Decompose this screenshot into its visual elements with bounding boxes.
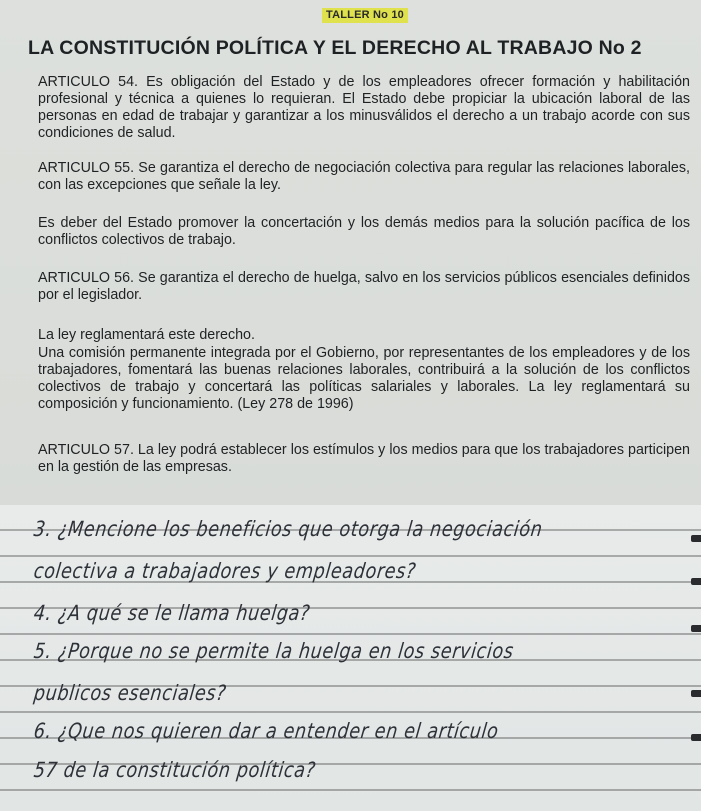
handwritten-notebook-section xyxy=(0,505,701,811)
article-55-paragraph-2: Es deber del Estado promover la concertación y los demás medios para la solución pacífica de los conflictos colectivos de trabajo. xyxy=(38,215,690,248)
handwritten-question-5-line-1: 5. ¿Porque no se permite la huelga en los servicios xyxy=(32,639,516,663)
notebook-edge-mark xyxy=(691,690,701,697)
handwritten-question-5-line-2: publicos esenciales? xyxy=(32,681,228,705)
article-57: ARTICULO 57. La ley podrá establecer los estímulos y los medios para que los trabajadores participen en la gestión de las empresas. xyxy=(38,442,690,475)
handwritten-question-4: 4. ¿A qué se le llama huelga? xyxy=(32,601,312,625)
notebook-edge-mark xyxy=(691,578,701,585)
article-56-paragraph-2: La ley reglamentará este derecho. xyxy=(38,327,255,343)
notebook-edge-mark xyxy=(691,535,701,542)
handwritten-question-6-line-1: 6. ¿Que nos quieren dar a entender en el artículo xyxy=(32,719,500,743)
handwritten-question-6-line-2: 57 de la constitución política? xyxy=(32,758,318,782)
handwritten-question-3-line-2: colectiva a trabajadores y empleadores? xyxy=(32,559,418,583)
taller-label: TALLER No 10 xyxy=(322,8,408,23)
article-54: ARTICULO 54. Es obligación del Estado y de los empleadores ofrecer formación y habilitación profesional y técnica a quienes lo requieran. El Estado debe propiciar la ubicación laboral de las personas en edad de trabajar y garantizar a los minusválidos el derecho a un trabajo acorde con sus condiciones de salud. xyxy=(38,74,690,141)
page-title: LA CONSTITUCIÓN POLÍTICA Y EL DERECHO AL TRABAJO No 2 xyxy=(28,37,642,59)
article-56-paragraph-3: Una comisión permanente integrada por el Gobierno, por representantes de los empleadores y de los trabajadores, fomentará las buenas relaciones laborales, contribuirá a la solución de los conflictos colectivos de trabajo y concertará las políticas salariales y laborales. La ley reglamentará su composición y funcionamiento. (Ley 278 de 1996) xyxy=(38,345,690,412)
handwritten-question-3-line-1: 3. ¿Mencione los beneficios que otorga la negociación xyxy=(32,517,545,541)
article-56: ARTICULO 56. Se garantiza el derecho de huelga, salvo en los servicios públicos esenciales definidos por el legislador. xyxy=(38,270,690,303)
notebook-edge-mark xyxy=(691,734,701,741)
article-55: ARTICULO 55. Se garantiza el derecho de negociación colectiva para regular las relaciones laborales, con las excepciones que señale la ley. xyxy=(38,160,690,193)
notebook-edge-mark xyxy=(691,625,701,632)
